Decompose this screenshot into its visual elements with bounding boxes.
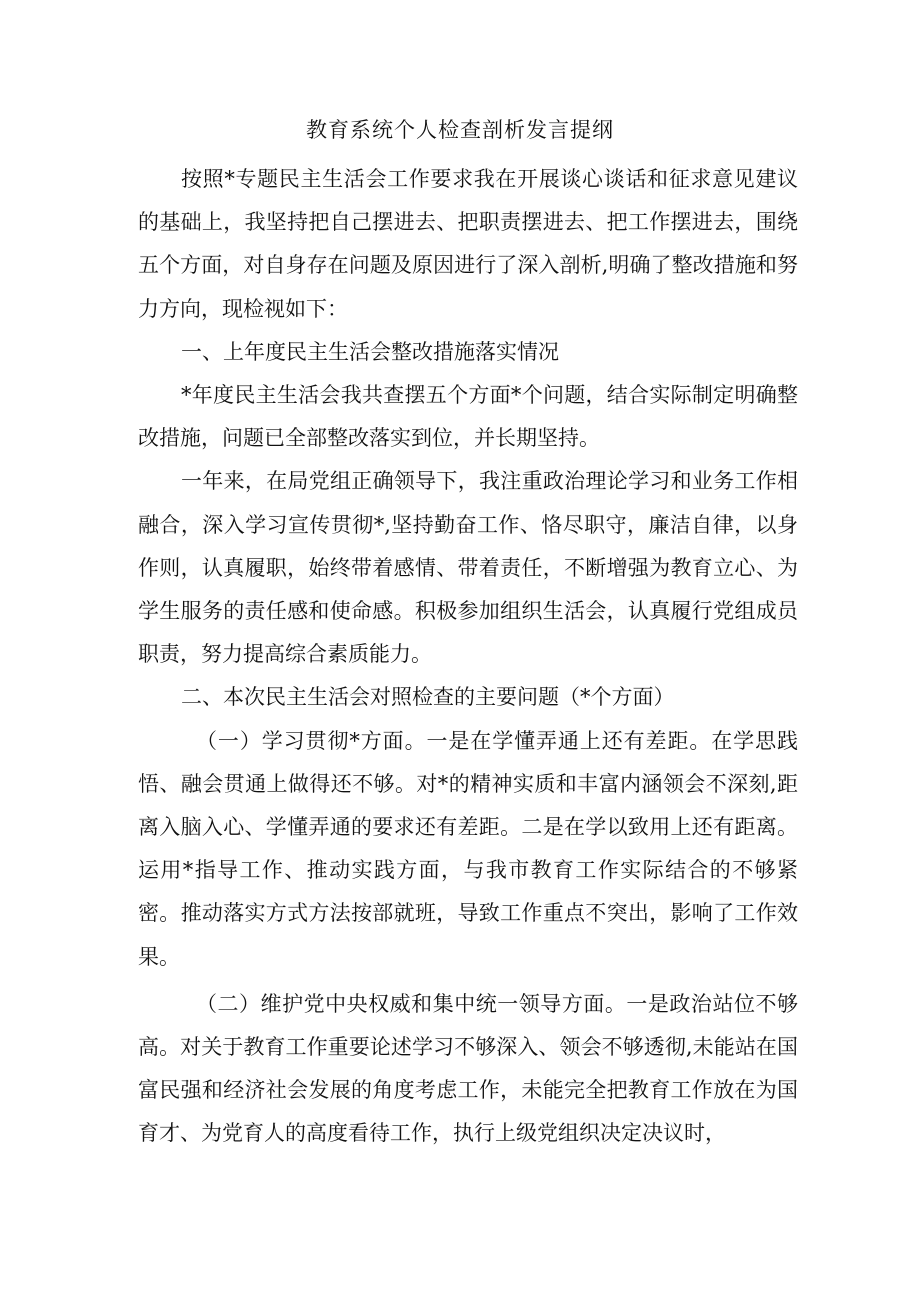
subsection-1-paragraph: （一）学习贯彻*方面。一是在学懂弄通上还有差距。在学思践悟、融会贯通上做得还不够。对*的精神实质和丰富内涵领会不深刻,距离入脑入心、学懂弄通的要求还有差距。二是在学以致用上还有距离。运用*指导工作、推动实践方面，与我市教育工作实际结合的不够紧密。推动落实方式方法按部就班，导致工作重点不突出，影响了工作效果。 (138, 728, 798, 969)
document-body (138, 158, 798, 1156)
section-heading-1: 一、上年度民主生活会整改措施落实情况 (181, 339, 559, 364)
intro-paragraph: 按照*专题民主生活会工作要求我在开展谈心谈话和征求意见建议的基础上，我坚持把自己摆进去、把职责摆进去、把工作摆进去，围绕五个方面，对自身存在问题及原因进行了深入剖析,明确了整改措施和努力方向，现检视如下： (138, 167, 798, 321)
subsection-2-paragraph: （二）维护党中央权威和集中统一领导方面。一是政治站位不够高。对关于教育工作重要论述学习不够深入、领会不够透彻,未能站在国富民强和经济社会发展的角度考虑工作，未能完全把教育工作放在为国育才、为党育人的高度看待工作，执行上级党组织决定决议时， (138, 991, 798, 1146)
section-1-paragraph-2: 一年来，在局党组正确领导下，我注重政治理论学习和业务工作相融合，深入学习宣传贯彻*,坚持勤奋工作、恪尽职守，廉洁自律，以身作则，认真履职，始终带着感情、带着责任，不断增强为教育立心、为学生服务的责任感和使命感。积极参加组织生活会，认真履行党组成员职责，努力提高综合素质能力。 (138, 469, 798, 667)
section-heading-2: 二、本次民主生活会对照检查的主要问题（*个方面） (181, 685, 675, 710)
document-title: 教育系统个人检查剖析发言提纲 (306, 118, 614, 142)
section-1-paragraph-1: *年度民主生活会我共查摆五个方面*个问题，结合实际制定明确整改措施，问题已全部整改落实到位，并长期坚持。 (138, 383, 798, 451)
